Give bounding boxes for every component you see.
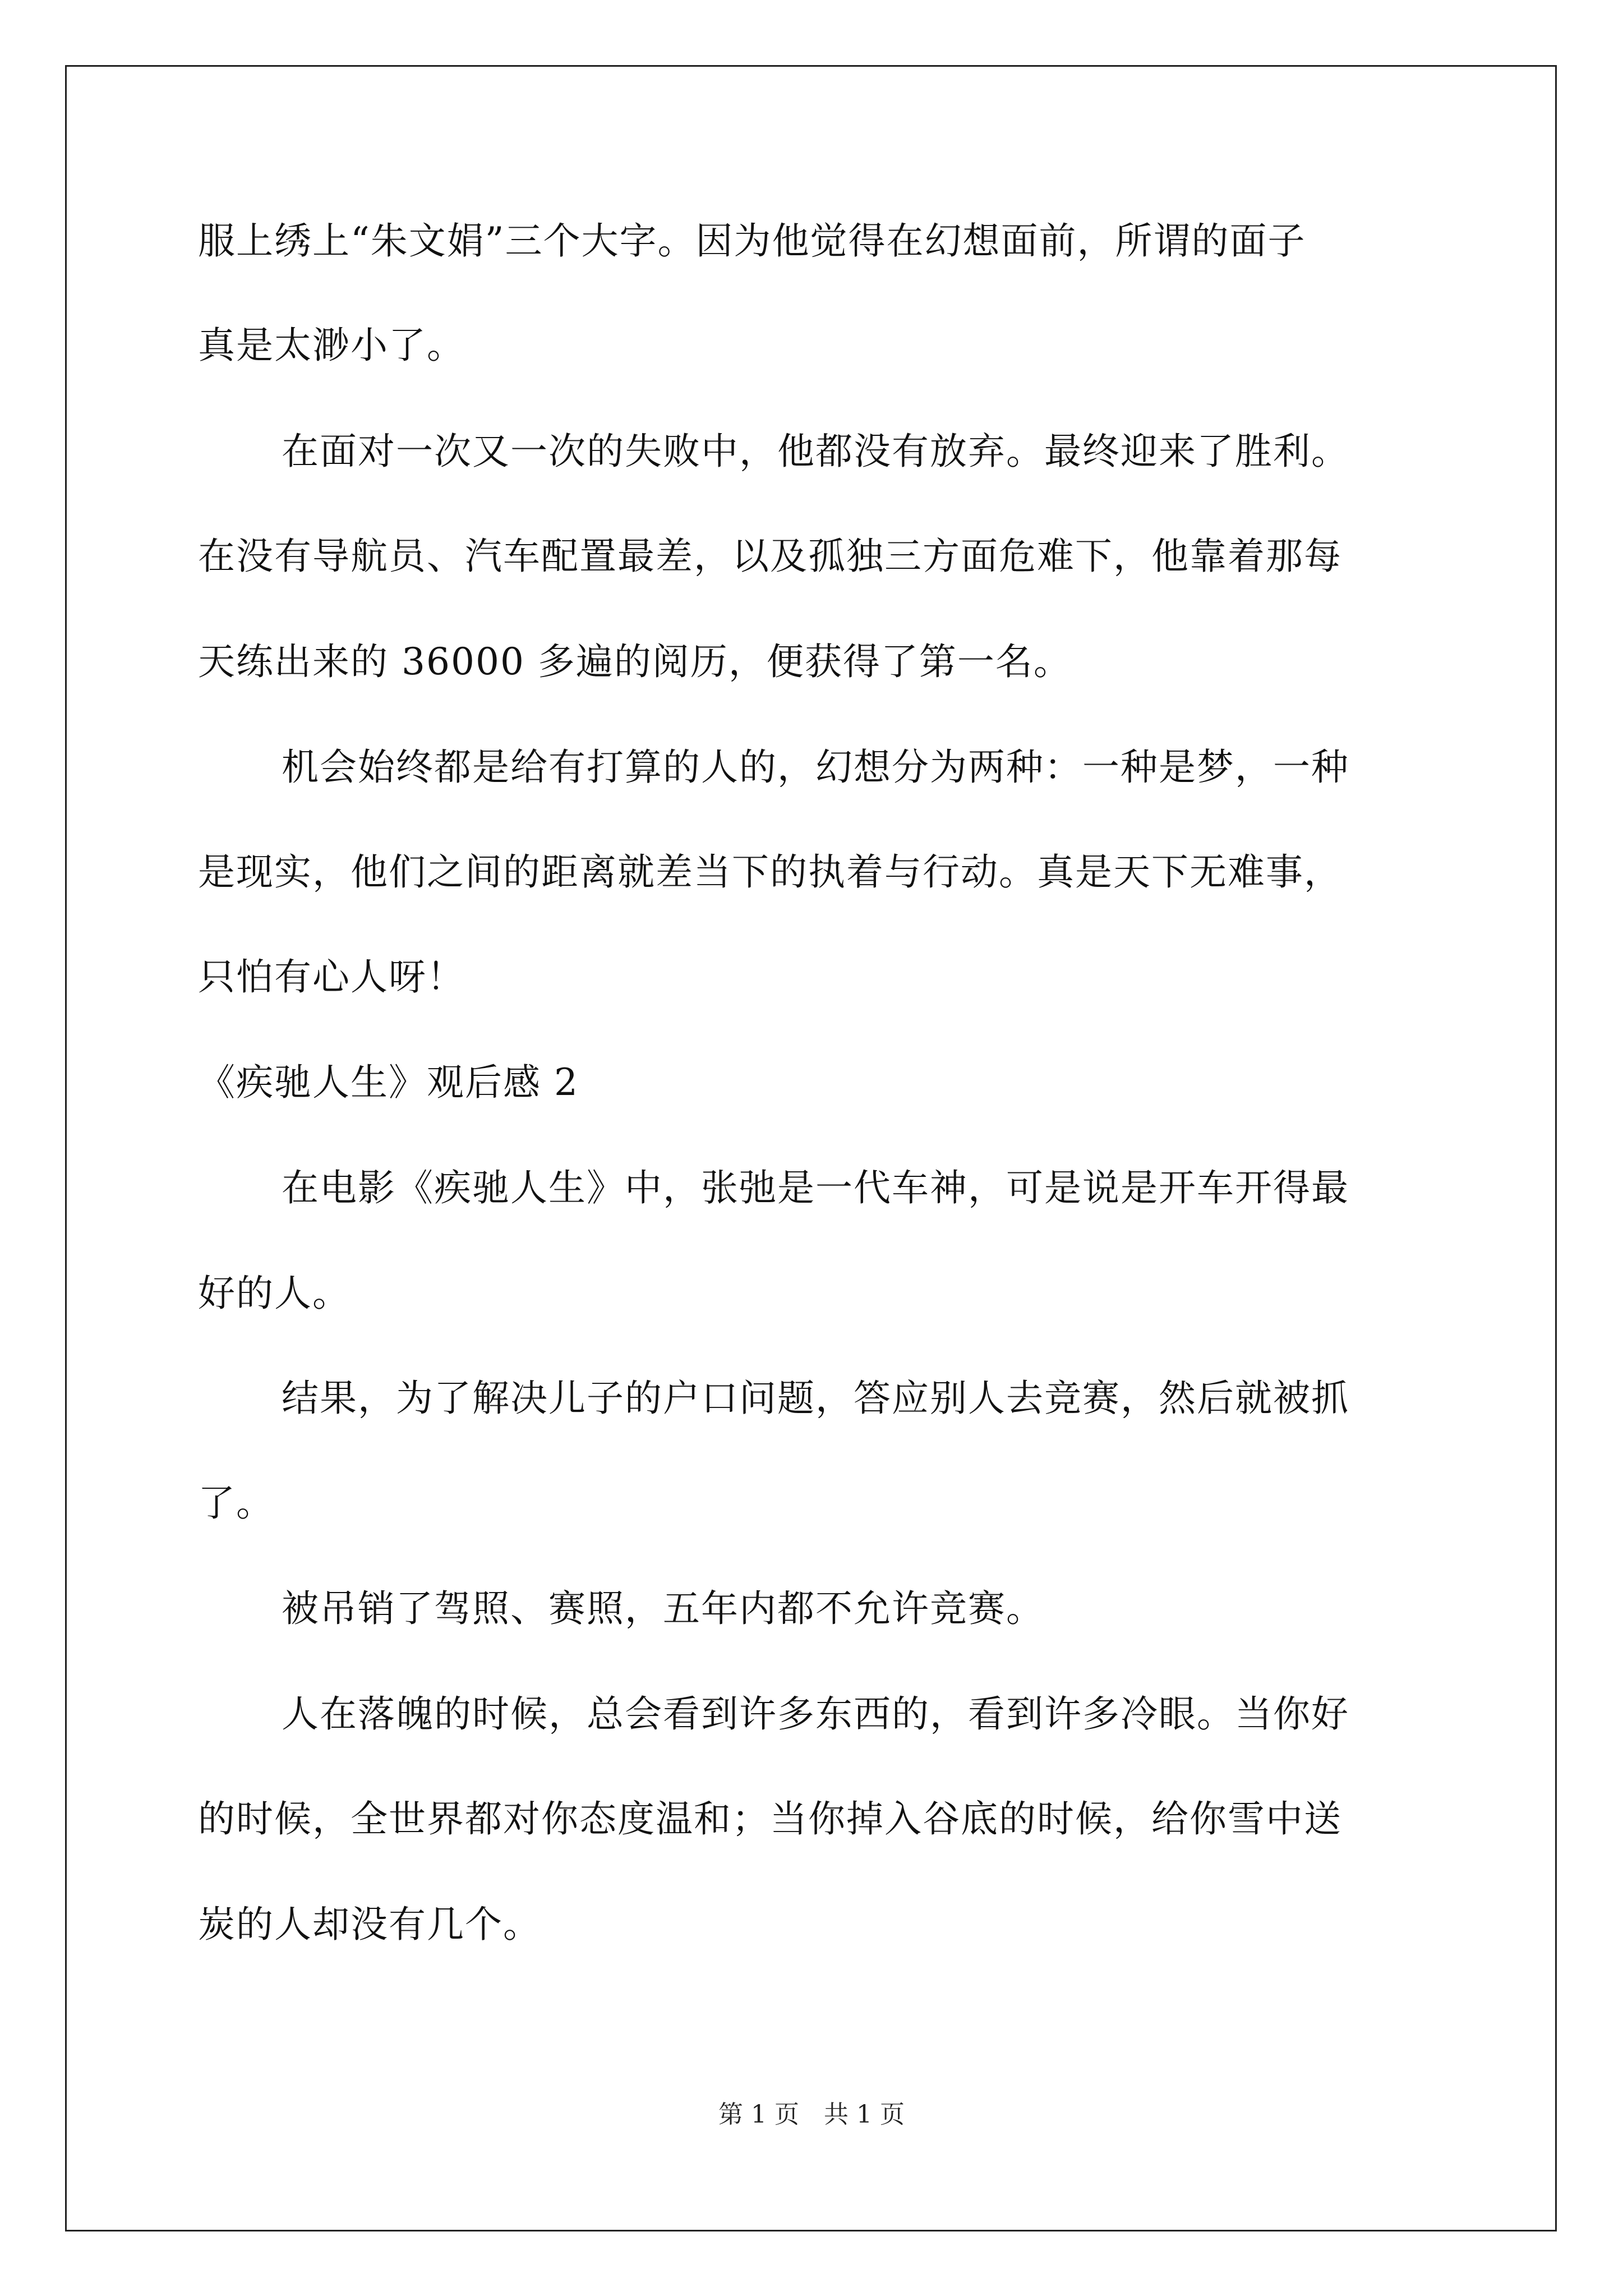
paragraph-start-line: 在面对一次又一次的失败中，他都没有放弃。最终迎来了胜利。 xyxy=(282,430,1349,473)
text-line: 只怕有心人呀！ xyxy=(198,955,465,999)
text-line: 在没有导航员、汽车配置最差，以及孤独三方面危难下，他靠着那每 xyxy=(198,535,1342,578)
text-line: 炭的人却没有几个。 xyxy=(198,1903,541,1946)
paragraph-start-line: 机会始终都是给有打算的人的，幻想分为两种：一种是梦，一种 xyxy=(282,746,1349,789)
section-heading: 《疾驰人生》观后感 2 xyxy=(198,1061,579,1104)
paragraph-start-line: 结果，为了解决儿子的户口问题，答应别人去竞赛，然后就被抓 xyxy=(282,1377,1349,1420)
text-line: 真是太渺小了。 xyxy=(198,324,465,367)
text-line: 服上绣上“朱文娟”三个大字。因为他觉得在幻想面前，所谓的面子 xyxy=(198,219,1306,263)
text-line: 好的人。 xyxy=(198,1272,351,1315)
paragraph-start-line: 人在落魄的时候，总会看到许多东西的，看到许多冷眼。当你好 xyxy=(282,1692,1349,1736)
text-line: 天练出来的 36000 多遍的阅历，便获得了第一名。 xyxy=(198,640,1072,683)
paragraph-start-line: 被吊销了驾照、赛照，五年内都不允许竞赛。 xyxy=(282,1587,1044,1630)
text-line: 了。 xyxy=(198,1481,274,1525)
text-line: 是现实，他们之间的距离就差当下的执着与行动。真是天下无难事， xyxy=(198,850,1342,894)
paragraph-start-line: 在电影《疾驰人生》中，张弛是一代车神，可是说是开车开得最 xyxy=(282,1166,1349,1209)
text-line: 的时候，全世界都对你态度温和；当你掉入谷底的时候，给你雪中送 xyxy=(198,1797,1342,1841)
page-number-footer: 第 1 页 共 1 页 xyxy=(718,2100,905,2129)
